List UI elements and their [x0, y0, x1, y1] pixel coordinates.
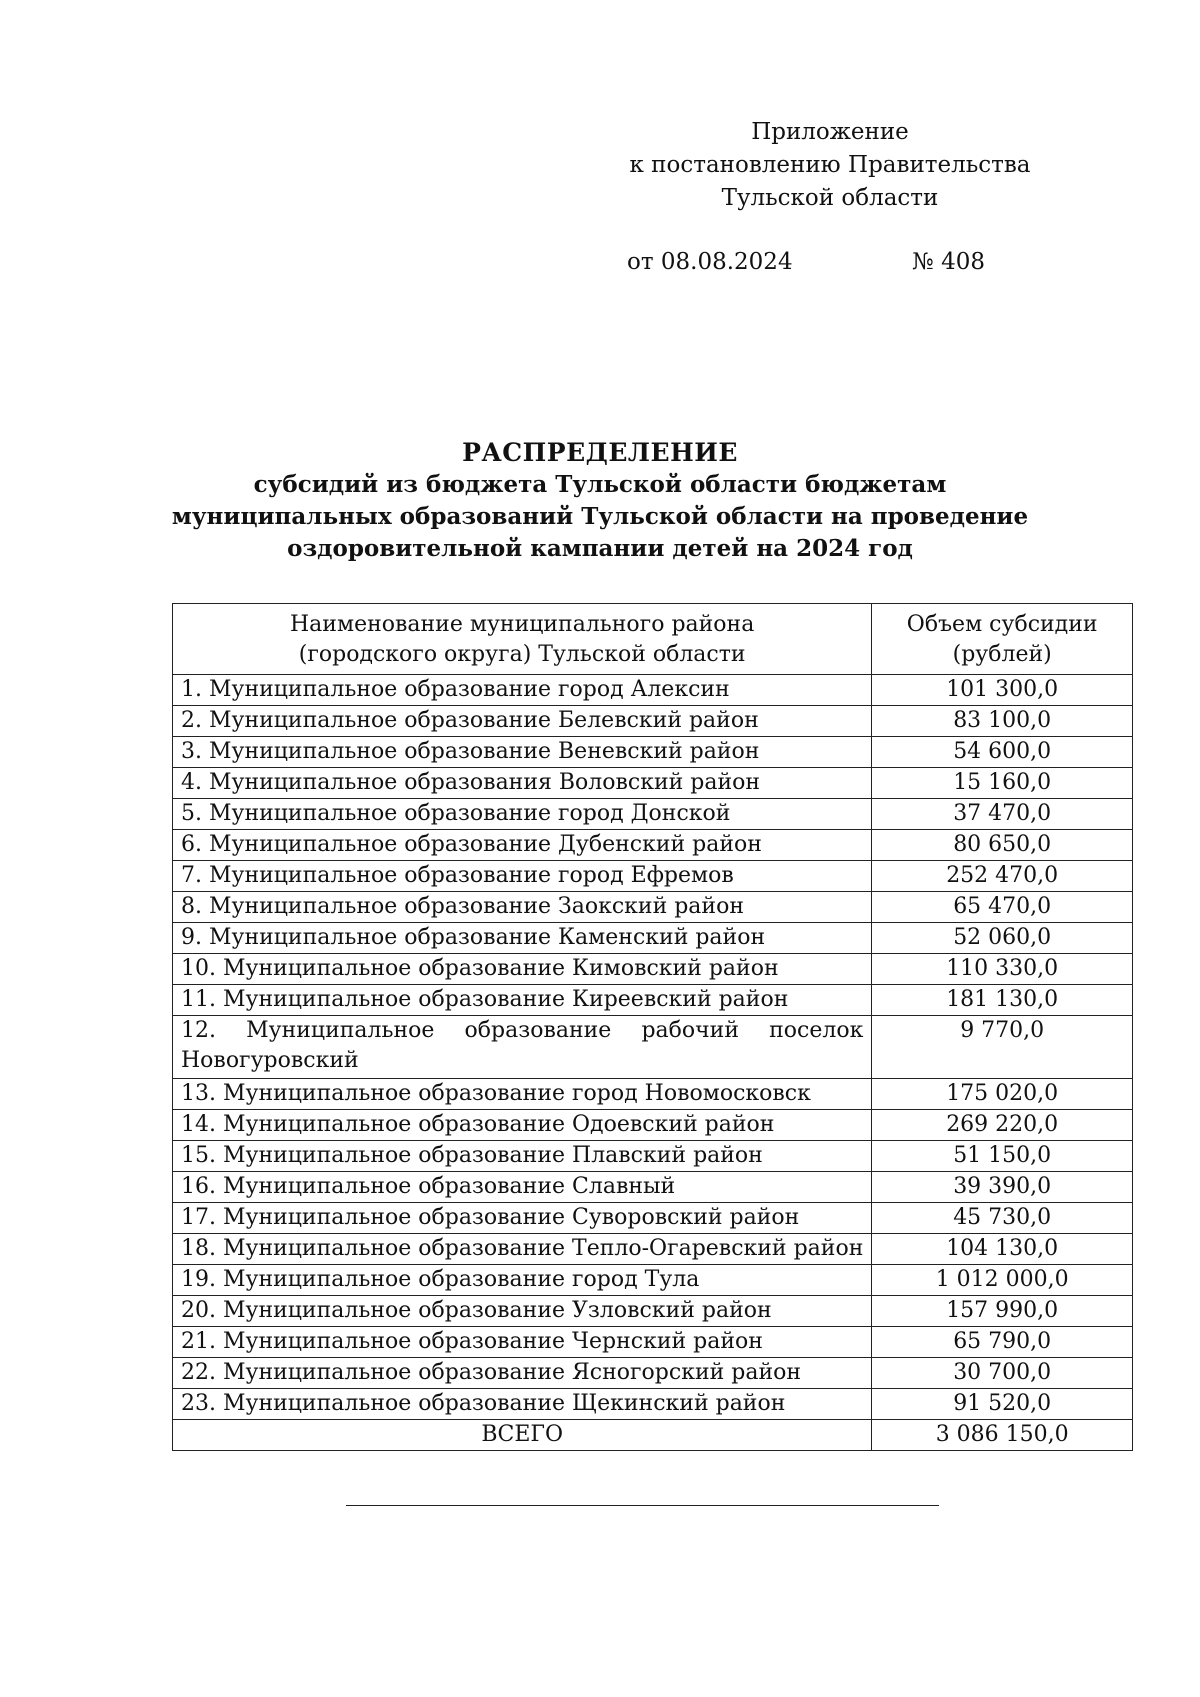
- table-row: [173, 675, 1133, 706]
- municipality-name: 17. Муниципальное образование Суворовский район: [173, 1203, 872, 1234]
- table-row: [173, 1265, 1133, 1296]
- table-row: [173, 737, 1133, 768]
- table-row: [173, 1016, 1133, 1079]
- table-row: [173, 1110, 1133, 1141]
- subsidy-amount: 37 470,0: [872, 799, 1133, 830]
- municipality-name: 20. Муниципальное образование Узловский район: [173, 1296, 872, 1327]
- municipality-name: 6. Муниципальное образование Дубенский район: [173, 830, 872, 861]
- subsidy-amount: 104 130,0: [872, 1234, 1133, 1265]
- appendix-label: Приложение: [751, 119, 909, 145]
- municipality-name: 12. Муниципальное образование рабочий поселок Новогуровский: [173, 1016, 872, 1079]
- municipality-name: 11. Муниципальное образование Киреевский район: [173, 985, 872, 1016]
- subsidy-amount: 181 130,0: [872, 985, 1133, 1016]
- subsidy-amount: 252 470,0: [872, 861, 1133, 892]
- appendix-block: [600, 116, 1060, 215]
- municipality-name: 1. Муниципальное образование город Алексин: [173, 675, 872, 706]
- municipality-name: 14. Муниципальное образование Одоевский район: [173, 1110, 872, 1141]
- subsidy-amount: 269 220,0: [872, 1110, 1133, 1141]
- total-label: ВСЕГО: [173, 1420, 872, 1451]
- table-row: [173, 830, 1133, 861]
- table-row: [173, 1079, 1133, 1110]
- subsidy-amount: 51 150,0: [872, 1141, 1133, 1172]
- subsidy-amount: 52 060,0: [872, 923, 1133, 954]
- header-name-line1: Наименование муниципального района: [290, 612, 755, 637]
- distribution-table: [172, 603, 1133, 1451]
- subsidy-amount: 30 700,0: [872, 1358, 1133, 1389]
- document-title: [150, 437, 1050, 565]
- total-amount: 3 086 150,0: [872, 1420, 1133, 1451]
- table-row: [173, 1389, 1133, 1420]
- municipality-name: 21. Муниципальное образование Чернский район: [173, 1327, 872, 1358]
- municipality-name: 9. Муниципальное образование Каменский район: [173, 923, 872, 954]
- municipality-name: 5. Муниципальное образование город Донской: [173, 799, 872, 830]
- subsidy-amount: 101 300,0: [872, 675, 1133, 706]
- municipality-name: 23. Муниципальное образование Щекинский район: [173, 1389, 872, 1420]
- total-row: [173, 1420, 1133, 1451]
- subsidy-amount: 15 160,0: [872, 768, 1133, 799]
- subsidy-amount: 110 330,0: [872, 954, 1133, 985]
- table-row: [173, 1203, 1133, 1234]
- municipality-name: 8. Муниципальное образование Заокский район: [173, 892, 872, 923]
- subsidy-amount: 39 390,0: [872, 1172, 1133, 1203]
- table-row: [173, 1296, 1133, 1327]
- subsidy-amount: 83 100,0: [872, 706, 1133, 737]
- table-row: [173, 892, 1133, 923]
- table-row: [173, 1141, 1133, 1172]
- appendix-region: Тульской области: [721, 185, 939, 211]
- resolution-date: от 08.08.2024: [627, 249, 793, 275]
- header-amount-line2: (рублей): [952, 642, 1052, 667]
- header-name-line2: (городского округа) Тульской области: [298, 642, 746, 667]
- header-amount-line1: Объем субсидии: [906, 612, 1098, 637]
- title-line-4: оздоровительной кампании детей на 2024 год: [287, 535, 913, 562]
- table-row: [173, 1234, 1133, 1265]
- title-main: РАСПРЕДЕЛЕНИЕ: [462, 438, 738, 467]
- header-name-column: [173, 604, 872, 675]
- municipality-name: 22. Муниципальное образование Ясногорский район: [173, 1358, 872, 1389]
- table-row: [173, 985, 1133, 1016]
- municipality-name: 10. Муниципальное образование Кимовский район: [173, 954, 872, 985]
- subsidy-amount: 91 520,0: [872, 1389, 1133, 1420]
- subsidy-amount: 80 650,0: [872, 830, 1133, 861]
- table-row: [173, 1358, 1133, 1389]
- municipality-name: 4. Муниципальное образования Воловский район: [173, 768, 872, 799]
- table-body: [173, 675, 1133, 1420]
- subsidy-amount: 1 012 000,0: [872, 1265, 1133, 1296]
- subsidy-amount: 175 020,0: [872, 1079, 1133, 1110]
- municipality-name: 15. Муниципальное образование Плавский район: [173, 1141, 872, 1172]
- municipality-name: 7. Муниципальное образование город Ефремов: [173, 861, 872, 892]
- resolution-number: № 408: [912, 249, 985, 275]
- table-row: [173, 1327, 1133, 1358]
- bottom-divider: [346, 1505, 939, 1506]
- subsidy-amount: 65 470,0: [872, 892, 1133, 923]
- subsidy-amount: 54 600,0: [872, 737, 1133, 768]
- table-row: [173, 706, 1133, 737]
- municipality-name: 2. Муниципальное образование Белевский район: [173, 706, 872, 737]
- municipality-name: 3. Муниципальное образование Веневский район: [173, 737, 872, 768]
- table-row: [173, 799, 1133, 830]
- table-row: [173, 768, 1133, 799]
- municipality-name: 13. Муниципальное образование город Новомосковск: [173, 1079, 872, 1110]
- table-row: [173, 861, 1133, 892]
- table-row: [173, 1172, 1133, 1203]
- appendix-reference: к постановлению Правительства: [629, 152, 1031, 178]
- subsidy-amount: 65 790,0: [872, 1327, 1133, 1358]
- table-row: [173, 923, 1133, 954]
- title-line-2: субсидий из бюджета Тульской области бюджетам: [253, 471, 947, 498]
- subsidy-amount: 157 990,0: [872, 1296, 1133, 1327]
- table-row: [173, 954, 1133, 985]
- header-amount-column: [872, 604, 1133, 675]
- subsidy-amount: 9 770,0: [872, 1016, 1133, 1079]
- municipality-name: 16. Муниципальное образование Славный: [173, 1172, 872, 1203]
- title-line-3: муниципальных образований Тульской области на проведение: [171, 503, 1029, 530]
- table-header-row: [173, 604, 1133, 675]
- municipality-name: 19. Муниципальное образование город Тула: [173, 1265, 872, 1296]
- subsidy-amount: 45 730,0: [872, 1203, 1133, 1234]
- municipality-name: 18. Муниципальное образование Тепло-Огаревский район: [173, 1234, 872, 1265]
